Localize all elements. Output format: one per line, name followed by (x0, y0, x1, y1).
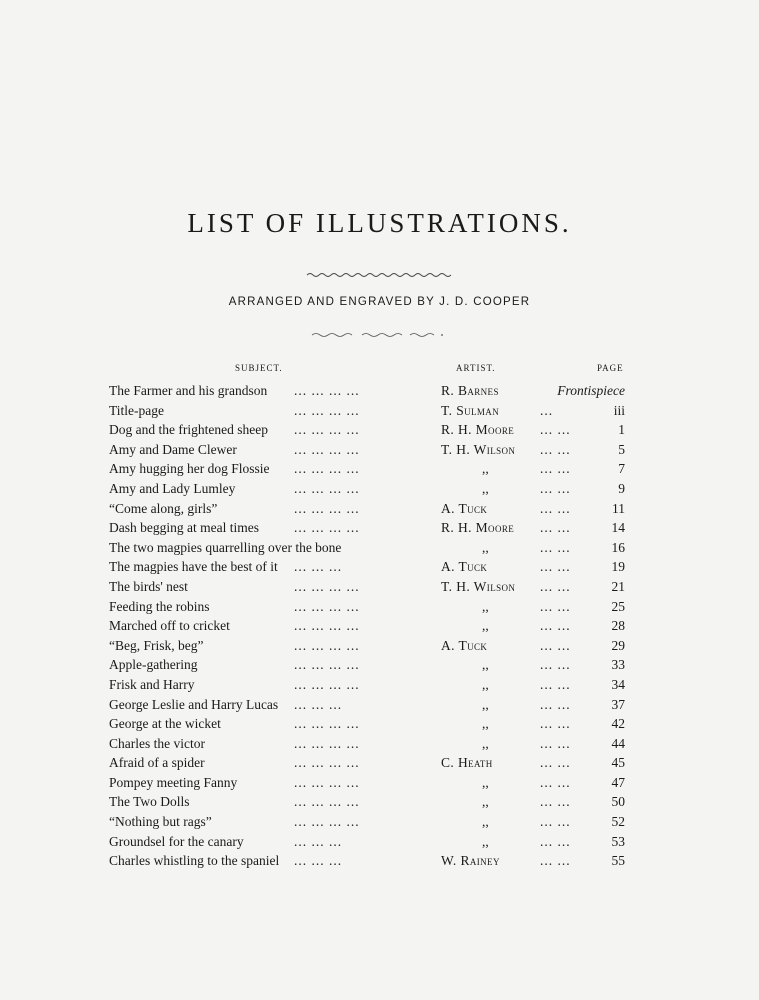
illustration-subject: The Two Dolls (109, 794, 190, 810)
illustration-artist: ,, (482, 696, 489, 712)
ornament-divider-bottom (0, 326, 759, 344)
illustration-page: 37 (611, 696, 625, 712)
list-item (0, 459, 759, 479)
list-item (0, 832, 759, 852)
table-header (0, 363, 759, 377)
illustration-page: 42 (611, 716, 625, 732)
illustration-subject: Groundsel for the canary (109, 833, 244, 849)
illustration-page: 45 (611, 755, 625, 771)
list-item (0, 499, 759, 519)
illustration-page: 25 (611, 598, 625, 614)
illustration-artist: ,, (482, 774, 489, 790)
illustration-artist: ,, (482, 618, 489, 634)
list-item (0, 851, 759, 871)
illustration-page: 7 (618, 461, 625, 477)
leader-dots: ... ... ... ... (294, 657, 360, 673)
illustration-artist: ,, (482, 480, 489, 496)
illustration-page: 53 (611, 833, 625, 849)
illustration-page: 9 (618, 480, 625, 496)
leader-dots: ... ... ... ... (294, 774, 360, 790)
list-item (0, 655, 759, 675)
leader-dots: ... ... ... ... (294, 598, 360, 614)
list-item (0, 557, 759, 577)
illustration-artist: R. H. Moore (441, 422, 515, 438)
illustration-artist: W. Rainey (441, 853, 500, 869)
list-item (0, 734, 759, 754)
illustration-subject: Amy hugging her dog Flossie (109, 461, 270, 477)
illustration-subject: George Leslie and Harry Lucas (109, 696, 279, 712)
illustration-subject: Amy and Dame Clewer (109, 441, 237, 457)
illustration-page: iii (613, 402, 625, 418)
illustration-artist: ,, (482, 794, 489, 810)
leader-dots: ... ... ... ... (294, 716, 360, 732)
leader-dots: ... ... ... ... (294, 500, 360, 516)
leader-dots: ... ... (540, 480, 571, 496)
illustration-artist: T. H. Wilson (441, 578, 516, 594)
list-item (0, 440, 759, 460)
illustration-page: 52 (611, 814, 625, 830)
illustration-page: 1 (618, 422, 625, 438)
leader-dots: ... ... ... (294, 696, 343, 712)
leader-dots: ... ... (540, 578, 571, 594)
leader-dots: ... ... ... ... (294, 402, 360, 418)
illustration-page: 34 (611, 676, 625, 692)
illustration-artist: A. Tuck (441, 637, 488, 653)
leader-dots: ... ... ... (294, 853, 343, 869)
leader-dots: ... ... ... ... (294, 814, 360, 830)
illustration-subject: Title-page (109, 402, 164, 418)
illustration-subject: Pompey meeting Fanny (109, 774, 238, 790)
illustration-subject: “Come along, girls” (109, 500, 218, 516)
header-artist: ARTIST. (456, 363, 496, 373)
illustration-page: 33 (611, 657, 625, 673)
illustration-subject: The magpies have the best of it (109, 559, 278, 575)
list-item (0, 538, 759, 558)
illustration-page: 55 (611, 853, 625, 869)
leader-dots: ... ... (540, 774, 571, 790)
illustration-subject: “Beg, Frisk, beg” (109, 637, 204, 653)
leader-dots: ... ... (540, 853, 571, 869)
leader-dots: ... ... ... (294, 559, 343, 575)
subtitle-engraver: ARRANGED AND ENGRAVED BY J. D. COOPER (228, 296, 531, 308)
leader-dots: ... ... ... ... (294, 735, 360, 751)
leader-dots: ... ... ... ... (294, 755, 360, 771)
illustration-artist: A. Tuck (441, 500, 488, 516)
header-page: PAGE (597, 363, 624, 373)
leader-dots: ... ... (540, 637, 571, 653)
illustration-page: Frontispiece (557, 383, 625, 398)
list-item (0, 401, 759, 421)
illustration-artist: ,, (482, 657, 489, 673)
illustration-artist: T. Sulman (441, 402, 500, 418)
leader-dots: ... ... (540, 422, 571, 438)
illustration-artist: ,, (482, 598, 489, 614)
illustration-subject: Marched off to cricket (109, 618, 230, 634)
illustration-page: 14 (611, 520, 625, 536)
leader-dots: ... ... (540, 539, 571, 555)
list-item (0, 577, 759, 597)
leader-dots: ... ... (540, 794, 571, 810)
list-item (0, 753, 759, 773)
leader-dots: ... ... (540, 716, 571, 732)
illustration-subject: The birds' nest (109, 578, 188, 594)
illustration-page: 5 (618, 441, 625, 457)
illustration-subject: George at the wicket (109, 716, 221, 732)
leader-dots: ... ... ... ... (294, 520, 360, 536)
illustration-page: 21 (611, 578, 625, 594)
leader-dots: ... ... (540, 833, 571, 849)
leader-dots: ... ... (540, 598, 571, 614)
illustration-artist: R. Barnes (441, 383, 499, 398)
illustration-subject: Feeding the robins (109, 598, 210, 614)
illustration-page: 44 (611, 735, 625, 751)
leader-dots: ... ... (540, 657, 571, 673)
illustration-artist: ,, (482, 461, 489, 477)
list-item (0, 597, 759, 617)
illustration-subject: Charles whistling to the spaniel (109, 853, 280, 869)
illustration-page: 16 (611, 539, 625, 555)
list-item (0, 420, 759, 440)
list-item (0, 714, 759, 734)
list-item (0, 812, 759, 832)
leader-dots: ... ... (540, 618, 571, 634)
illustration-artist: ,, (482, 676, 489, 692)
illustration-artist: ,, (482, 814, 489, 830)
list-item (0, 616, 759, 636)
leader-dots: ... ... ... (294, 833, 343, 849)
illustration-artist: T. H. Wilson (441, 441, 516, 457)
illustration-artist: ,, (482, 716, 489, 732)
illustration-page: 29 (611, 637, 625, 653)
illustration-artist: ,, (482, 833, 489, 849)
illustration-subject: “Nothing but rags” (109, 814, 212, 830)
header-subject: SUBJECT. (235, 363, 283, 373)
leader-dots: ... ... (540, 814, 571, 830)
leader-dots: ... ... ... ... (294, 383, 360, 398)
illustration-subject: Dash begging at meal times (109, 520, 259, 536)
leader-dots: ... ... (540, 735, 571, 751)
illustration-artist: A. Tuck (441, 559, 488, 575)
leader-dots: ... ... ... ... (294, 637, 360, 653)
leader-dots: ... ... (540, 441, 571, 457)
leader-dots: ... ... ... ... (294, 794, 360, 810)
leader-dots: ... ... (540, 559, 571, 575)
illustration-artist: C. Heath (441, 755, 493, 771)
illustration-subject: Charles the victor (109, 735, 205, 751)
list-item (0, 636, 759, 656)
leader-dots: ... ... (540, 461, 571, 477)
list-item (0, 695, 759, 715)
list-item (0, 479, 759, 499)
leader-dots: ... ... ... ... (294, 578, 360, 594)
list-item (0, 675, 759, 695)
list-item (0, 381, 759, 401)
leader-dots: ... (540, 402, 554, 418)
leader-dots: ... ... ... ... (294, 441, 360, 457)
leader-dots: ... ... (540, 755, 571, 771)
illustration-subject: Amy and Lady Lumley (109, 480, 236, 496)
illustration-page: 50 (611, 794, 625, 810)
illustration-subject: The two magpies quarrelling over the bone (109, 539, 342, 555)
ornament-divider-top (0, 266, 759, 284)
illustration-page: 47 (611, 774, 625, 790)
illustration-subject: The Farmer and his grandson (109, 383, 268, 398)
leader-dots: ... ... ... ... (294, 422, 360, 438)
illustration-artist: ,, (482, 539, 489, 555)
leader-dots: ... ... (540, 520, 571, 536)
illustration-subject: Afraid of a spider (109, 755, 205, 771)
illustration-artist: ,, (482, 735, 489, 751)
list-item (0, 518, 759, 538)
leader-dots: ... ... ... ... (294, 461, 360, 477)
leader-dots: ... ... ... ... (294, 676, 360, 692)
illustration-subject: Apple-gathering (109, 657, 198, 673)
list-item (0, 792, 759, 812)
illustration-artist: R. H. Moore (441, 520, 515, 536)
leader-dots: ... ... ... ... (294, 480, 360, 496)
leader-dots: ... ... ... ... (294, 618, 360, 634)
leader-dots: ... ... (540, 676, 571, 692)
illustration-page: 28 (611, 618, 625, 634)
list-item (0, 773, 759, 793)
illustrations-list (0, 381, 759, 871)
illustration-subject: Frisk and Harry (109, 676, 195, 692)
illustration-page: 11 (612, 500, 625, 516)
illustration-subject: Dog and the frightened sheep (109, 422, 268, 438)
leader-dots: ... ... (540, 696, 571, 712)
leader-dots: ... ... (540, 500, 571, 516)
illustration-page: 19 (611, 559, 625, 575)
page-title: LIST OF ILLUSTRATIONS. (187, 208, 572, 238)
